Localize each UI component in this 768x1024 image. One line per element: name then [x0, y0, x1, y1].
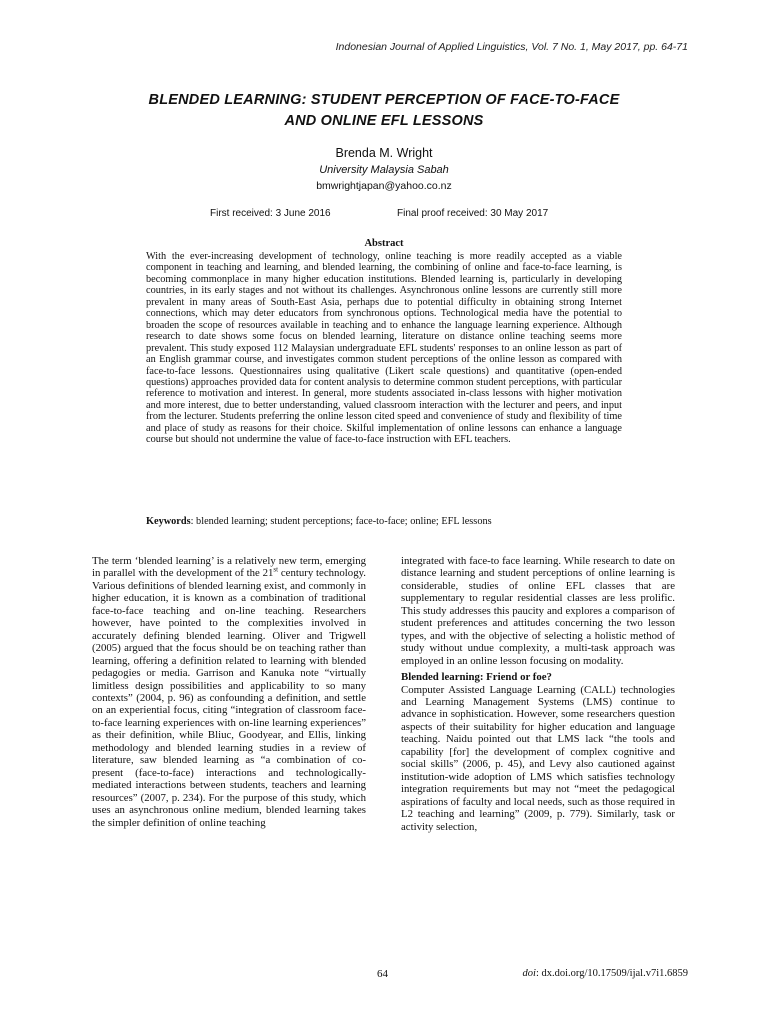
author-block [0, 145, 768, 194]
abstract-text: With the ever-increasing development of technology, online teaching is more readily accepted as a viable component in teaching and learning, and blended learning, the combining of online and face-to-face learning, is becoming commonplace in many higher education institutions. Blended learning is, particularly in developing countries, in its early stages and not without its challenges. Asynchronous online lessons are currently still more prevalent in many areas of South-East Asia, perhaps due to potential difficulty in obtaining strong Internet connections, which may deter educators from synchronous options. Technological media have the potential to broaden the scope of resources available in teaching and to enhance the language learning experience. Although research to date shows some focus on blended learning, literature on distance online teaching seems more prevalent. This study exposed 112 Malaysian undergraduate EFL students' responses to an online lesson as part of an English grammar course, and investigates common student perceptions of the online lesson as compared with face-to-face lessons. Questionnaires using qualitative (Likert scale questions) and quantitative (open-ended questions) approaches provided data for content analysis to determine common student perceptions, with particular reference to motivation and interest. In general, more students associated in-class lessons with higher motivation and more interest, due to better understanding, valued classroom interaction with the lecturer and peers, and input from the lecturer. Students preferring the online lesson cited speed and convenience of study and flexibility of time and place of study as reasons for their choice. Skilful implementation of online lessons can enhance a language course but should not undermine the value of face-to-face instruction with EFL teachers. [146, 251, 622, 446]
abstract-heading: Abstract [364, 238, 404, 249]
intro-text-b: century technology. Various definitions of blended learning exist, and commonly in higher education, it is known as a combination of traditional face-to-face teaching and on-line teaching. Researchers however, have pointed to the complexities involved in accurately defining blended learning. Oliver and Trigwell (2005) argued that the focus should be on teaching rather than learning, offering a definition related to learning with blended pedagogies or media. Garrison and Kanuka note “virtually limitless design possibilities and applicability to so many contexts” (2004, p. 96) as confounding a definition, and settle on an experiential focus, citing “integration of classroom face-to-face learning experiences with on-line learning experiences” as their definition, while Bliuc, Goodyear, and Ellis, linking methodology and blended learning studies in a review of literature, saw blended learning as “a combination of co-present (face-to-face) interactions and technologically-mediated interactions between students, teachers and learning resources” (2007, p. 234). For the purpose of this study, which uses an asynchronous online medium, blended learning takes the simpler definition of online teaching [92, 567, 366, 829]
author-affiliation: University Malaysia Sabah [319, 164, 449, 176]
author-email[interactable]: bmwrightjapan@yahoo.co.nz [316, 180, 452, 192]
ordinal-suffix: st [273, 565, 279, 574]
doi[interactable] [523, 968, 688, 979]
doi-text: : dx.doi.org/10.17509/ijal.v7i1.6859 [535, 968, 688, 979]
final-proof-date: Final proof received: 30 May 2017 [397, 208, 549, 219]
keywords-label: Keywords [146, 516, 191, 527]
body-right-column [401, 555, 675, 833]
doi-label: doi [522, 968, 536, 979]
intro-text-a: The term ‘blended learning’ is a relatively new term, emerging in parallel with the development of the 21 [92, 555, 366, 580]
section-paragraph: Computer Assisted Language Learning (CALL) technologies and Learning Management Systems (LMS) continue to advance in sophistication. However, some researchers question aspects of their suitability for higher education and language teaching. Naidu pointed out that LMS lack “the tools and capability [for] the development of complex cognitive and social skills” (2006, p. 45), and Levy also cautioned against institution-wide adoption of LMS which satisfies technology integration requirements but may not “meet the pedagogical aspirations of faculty and local needs, such as those required in L2 teaching and learning” (2009, p. 779). Similarly, task or activity selection, [401, 683, 675, 833]
keywords-text: : blended learning; student perceptions; face-to-face; online; EFL lessons [190, 516, 492, 527]
section-heading: Blended learning: Friend or foe? [401, 671, 552, 684]
page-number: 64 [377, 968, 388, 980]
title-line-2: AND ONLINE EFL LESSONS [284, 113, 484, 129]
keywords [146, 516, 622, 527]
body-left-column [92, 555, 366, 829]
received-date: First received: 3 June 2016 [210, 208, 331, 219]
title-line-1: BLENDED LEARNING: STUDENT PERCEPTION OF FACE-TO-FACE [148, 92, 620, 108]
abstract-body [146, 251, 622, 446]
journal-header: Indonesian Journal of Applied Linguistics, Vol. 7 No. 1, May 2017, pp. 64-71 [335, 41, 688, 53]
intro-continuation: integrated with face-to face learning. While research to date on distance learning and student perceptions of online learning is considerable, studies of online EFL classes that are supplementary to regular residential classes are less prolific. This study addresses this paucity and explores a comparison of student preferences and attitudes concerning the two lesson types, and with the objective of selecting a holistic method of study without undue complexity, a multi-task approach was employed in an online lesson focusing on modality. [401, 555, 675, 667]
author-name: Brenda M. Wright [335, 146, 433, 160]
paper-title [90, 90, 678, 132]
intro-paragraph [92, 555, 366, 829]
